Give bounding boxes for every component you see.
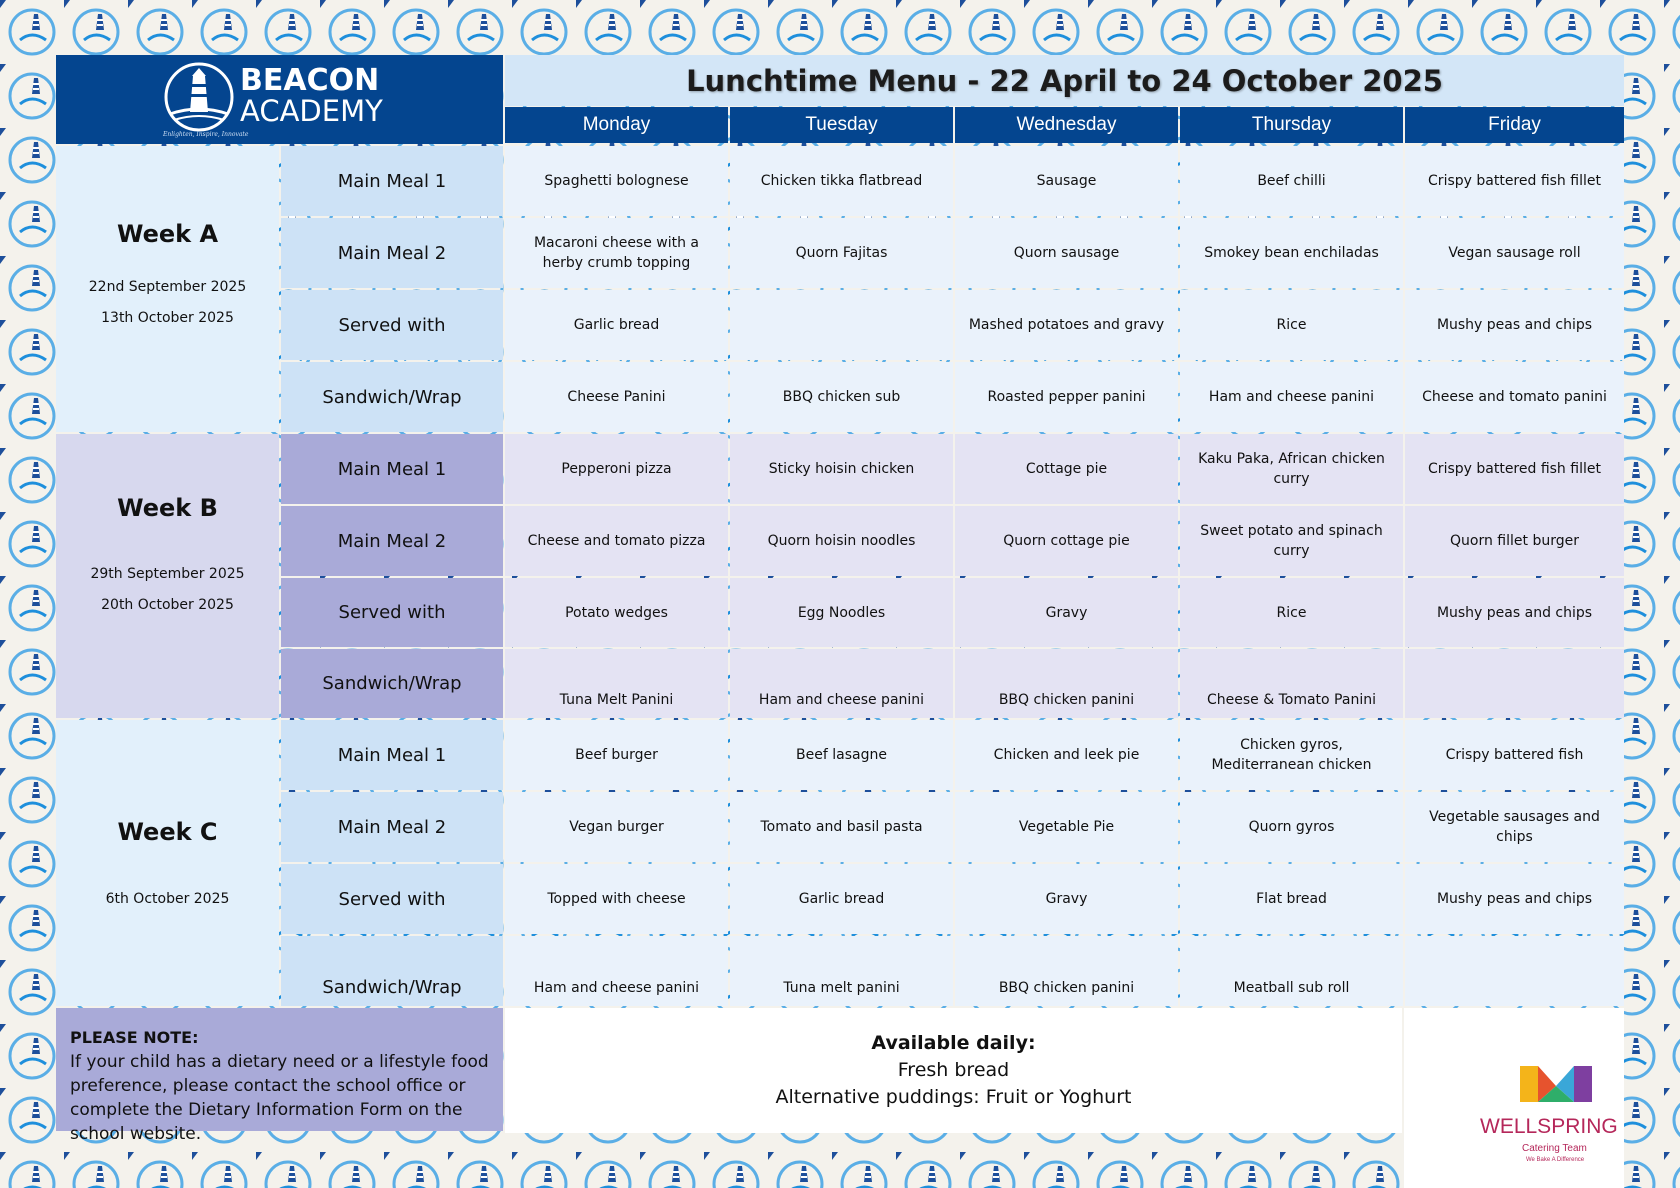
day-header-monday: Monday — [505, 107, 728, 143]
week-a-wed-served-with: Mashed potatoes and gravy — [955, 290, 1178, 360]
week-b-label — [56, 434, 279, 718]
week-a-mon-sandwich: Cheese Panini — [505, 362, 728, 432]
week-b-fri-served-with: Mushy peas and chips — [1405, 578, 1624, 647]
week-a-category-main-meal-1: Main Meal 1 — [281, 146, 503, 216]
day-header-tuesday: Tuesday — [730, 107, 953, 143]
week-a-wed-sandwich: Roasted pepper panini — [955, 362, 1178, 432]
week-b-category-sandwich-wrap: Sandwich/Wrap — [281, 649, 503, 718]
week-b-tue-main-1: Sticky hoisin chicken — [730, 434, 953, 504]
week-a-mon-main-2: Macaroni cheese with a herby crumb topping — [505, 218, 728, 288]
lighthouse-logo-icon — [162, 60, 236, 134]
week-c-fri-served-with: Mushy peas and chips — [1405, 864, 1624, 934]
week-b-wed-served-with: Gravy — [955, 578, 1178, 647]
week-b-wed-main-1: Cottage pie — [955, 434, 1178, 504]
week-a-thu-sandwich: Ham and cheese panini — [1180, 362, 1403, 432]
week-c-mon-sandwich: Ham and cheese panini — [505, 936, 728, 1006]
week-b-wed-main-2: Quorn cottage pie — [955, 506, 1178, 576]
week-c-thu-sandwich: Meatball sub roll — [1180, 936, 1403, 1006]
week-a-mon-served-with: Garlic bread — [505, 290, 728, 360]
week-c-mon-served-with: Topped with cheese — [505, 864, 728, 934]
week-b-category-main-meal-1: Main Meal 1 — [281, 434, 503, 504]
week-a-thu-served-with: Rice — [1180, 290, 1403, 360]
available-daily-line-2: Alternative puddings: Fruit or Yoghurt — [775, 1086, 1132, 1108]
week-a-fri-main-1: Crispy battered fish fillet — [1405, 146, 1624, 216]
week-c-tue-served-with: Garlic bread — [730, 864, 953, 934]
week-c-date-1: 6th October 2025 — [105, 891, 230, 907]
week-a-tue-main-1: Chicken tikka flatbread — [730, 146, 953, 216]
week-b-mon-served-with: Potato wedges — [505, 578, 728, 647]
week-a-thu-main-2: Smokey bean enchiladas — [1180, 218, 1403, 288]
week-b-fri-sandwich — [1405, 649, 1624, 718]
week-a-tue-sandwich: BBQ chicken sub — [730, 362, 953, 432]
day-header-wednesday: Wednesday — [955, 107, 1178, 143]
caterer-name: WELLSPRING — [1480, 1115, 1618, 1138]
week-c-thu-served-with: Flat bread — [1180, 864, 1403, 934]
wellspring-logo-icon — [1520, 1062, 1592, 1106]
week-b-category-main-meal-2: Main Meal 2 — [281, 506, 503, 576]
week-b-date-2: 20th October 2025 — [101, 597, 234, 613]
day-header-thursday: Thursday — [1180, 107, 1403, 143]
week-a-category-sandwich-wrap: Sandwich/Wrap — [281, 362, 503, 432]
week-b-thu-sandwich: Cheese & Tomato Panini — [1180, 649, 1403, 718]
school-name — [240, 63, 383, 128]
week-c-mon-main-1: Beef burger — [505, 720, 728, 790]
week-c-tue-sandwich: Tuna melt panini — [730, 936, 953, 1006]
week-b-tue-main-2: Quorn hoisin noodles — [730, 506, 953, 576]
week-b-title: Week B — [117, 494, 218, 522]
week-c-tue-main-1: Beef lasagne — [730, 720, 953, 790]
dietary-note-heading: PLEASE NOTE: — [70, 1028, 199, 1047]
week-c-wed-main-2: Vegetable Pie — [955, 792, 1178, 862]
week-a-tue-main-2: Quorn Fajitas — [730, 218, 953, 288]
week-b-tue-sandwich: Ham and cheese panini — [730, 649, 953, 718]
week-c-thu-main-1: Chicken gyros, Mediterranean chicken — [1180, 720, 1403, 790]
week-a-mon-main-1: Spaghetti bolognese — [505, 146, 728, 216]
week-c-category-main-meal-1: Main Meal 1 — [281, 720, 503, 790]
menu-title-bar — [505, 55, 1624, 106]
week-c-category-sandwich-wrap: Sandwich/Wrap — [281, 936, 503, 1006]
week-c-fri-main-1: Crispy battered fish — [1405, 720, 1624, 790]
caterer-tagline: We Bake A Difference — [1526, 1157, 1585, 1163]
week-c-label — [56, 720, 279, 1006]
week-b-wed-sandwich: BBQ chicken panini — [955, 649, 1178, 718]
week-a-category-main-meal-2: Main Meal 2 — [281, 218, 503, 288]
week-b-date-1: 29th September 2025 — [90, 566, 245, 582]
week-a-fri-served-with: Mushy peas and chips — [1405, 290, 1624, 360]
week-b-fri-main-2: Quorn fillet burger — [1405, 506, 1624, 576]
available-daily-heading: Available daily: — [871, 1032, 1036, 1054]
caterer-subtitle: Catering Team — [1522, 1143, 1587, 1154]
week-a-title: Week A — [116, 220, 219, 248]
school-name-line1: BEACON — [240, 63, 380, 98]
week-b-mon-sandwich: Tuna Melt Panini — [505, 649, 728, 718]
week-c-thu-main-2: Quorn gyros — [1180, 792, 1403, 862]
week-c-category-served-with: Served with — [281, 864, 503, 934]
week-c-mon-main-2: Vegan burger — [505, 792, 728, 862]
week-b-mon-main-1: Pepperoni pizza — [505, 434, 728, 504]
week-b-category-served-with: Served with — [281, 578, 503, 647]
day-header-friday: Friday — [1405, 107, 1624, 143]
week-a-wed-main-2: Quorn sausage — [955, 218, 1178, 288]
week-b-tue-served-with: Egg Noodles — [730, 578, 953, 647]
week-b-mon-main-2: Cheese and tomato pizza — [505, 506, 728, 576]
week-c-wed-main-1: Chicken and leek pie — [955, 720, 1178, 790]
menu-title: Lunchtime Menu - 22 April to 24 October 2025 — [686, 63, 1443, 98]
school-motto: Enlighten, Inspire, Innovate — [163, 131, 249, 138]
available-daily-box — [505, 1008, 1402, 1133]
week-c-wed-sandwich: BBQ chicken panini — [955, 936, 1178, 1006]
week-b-fri-main-1: Crispy battered fish fillet — [1405, 434, 1624, 504]
school-name-line2: ACADEMY — [240, 94, 383, 128]
week-c-wed-served-with: Gravy — [955, 864, 1178, 934]
dietary-note — [56, 1008, 503, 1144]
week-a-date-1: 22nd September 2025 — [88, 279, 247, 295]
available-daily-line-1: Fresh bread — [897, 1059, 1010, 1081]
week-b-thu-main-2: Sweet potato and spinach curry — [1180, 506, 1403, 576]
week-c-tue-main-2: Tomato and basil pasta — [730, 792, 953, 862]
week-a-fri-sandwich: Cheese and tomato panini — [1405, 362, 1624, 432]
week-a-label — [56, 146, 279, 432]
week-a-fri-main-2: Vegan sausage roll — [1405, 218, 1624, 288]
week-a-wed-main-1: Sausage — [955, 146, 1178, 216]
week-b-thu-main-1: Kaku Paka, African chicken curry — [1180, 434, 1403, 504]
week-c-category-main-meal-2: Main Meal 2 — [281, 792, 503, 862]
week-a-thu-main-1: Beef chilli — [1180, 146, 1403, 216]
week-a-tue-served-with — [730, 290, 953, 360]
week-c-fri-sandwich — [1405, 936, 1624, 1006]
dietary-note-text: If your child has a dietary need or a lifestyle food preference, please contact the school office or complete the Dietary Information Form on the school website. — [70, 1052, 489, 1144]
week-c-title: Week C — [117, 818, 218, 846]
week-b-thu-served-with: Rice — [1180, 578, 1403, 647]
week-c-fri-main-2: Vegetable sausages and chips — [1405, 792, 1624, 862]
week-a-category-served-with: Served with — [281, 290, 503, 360]
week-a-date-2: 13th October 2025 — [101, 310, 234, 326]
